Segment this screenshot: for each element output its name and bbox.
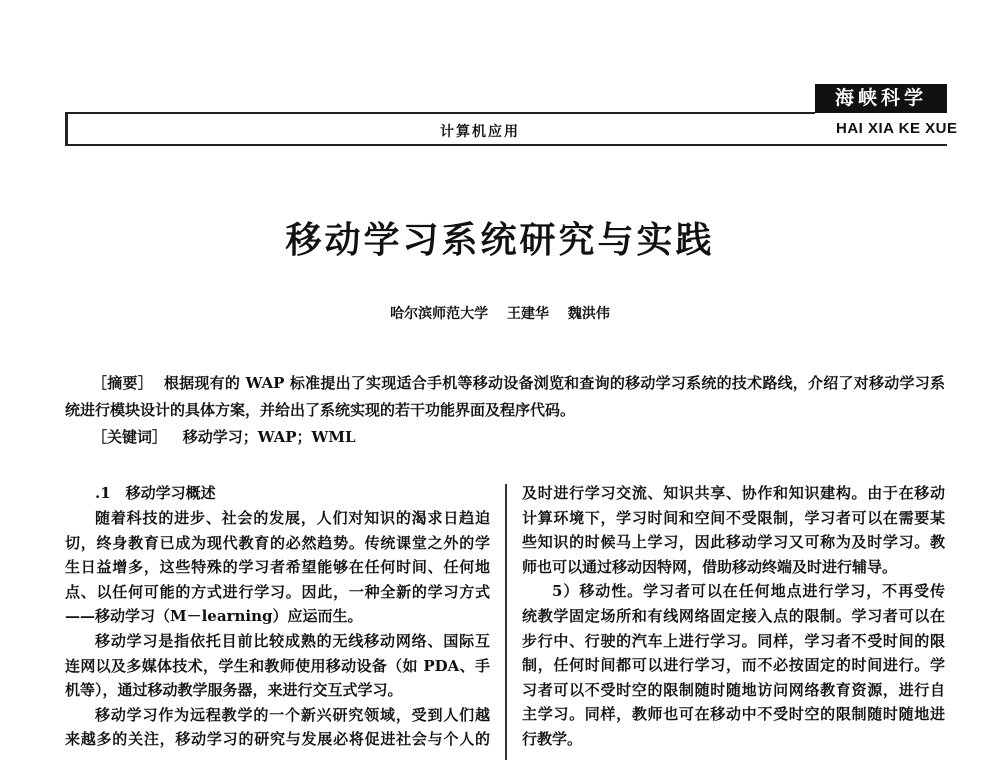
keywords-label: ［关键词］ [92,428,168,446]
text-line: 统教学固定场所和有线网络固定接入点的限制。学习者可以在 [522,607,945,625]
text-line: 5）移动性。学习者可以在任何地点进行学习，不再受传 [552,582,945,601]
author-line [0,303,1000,323]
article-title: 移动学习系统研究与实践 [285,219,715,261]
author: 魏洪伟 [567,306,610,322]
header-rule-bottom [65,144,947,146]
section-label: 计算机应用 [440,124,520,140]
journal-name-english: HAI XIA KE XUE [836,120,958,137]
text-line: 连网以及多媒体技术，学生和教师使用移动设备（如 PDA、手 [65,656,490,675]
affiliation: 哈尔滨师范大学 [390,306,489,322]
text-line: 机等），通过移动教学服务器，来进行交互式学习。 [65,681,403,700]
text-line: 些知识的时候马上学习，因此移动学习又可称为及时学习。教 [522,533,945,552]
text-line: 移动学习是指依托目前比较成熟的无线移动网络、国际互 [95,632,490,650]
abstract-line: 统进行模块设计的具体方案，并给出了系统实现的若干功能界面及程序代码。 [65,401,576,419]
header-rule-top [65,112,815,114]
abstract-line [92,373,945,393]
author: 王建华 [507,306,549,322]
text-line: 步行中、行驶的汽车上进行学习。同样，学习者不受时间的限 [522,631,945,650]
text-line: 来越多的关注，移动学习的研究与发展必将促进社会与个人的 [65,730,490,749]
text-line: 随着科技的进步、社会的发展，人们对知识的渴求日趋迫 [95,509,490,527]
abstract-label: ［摘要］ [92,374,153,392]
journal-name-tag: 海峡科学 [815,84,947,113]
text-line: 师也可以通过移动因特网，借助移动终端及时进行辅导。 [522,557,898,576]
text-line: 主学习。同样，教师也可在移动中不受时空的限制随时随地进 [522,705,945,724]
text-line: 制，任何时间都可以进行学习，而不必按固定的时间进行。学 [522,656,945,675]
text-line: 及时进行学习交流、知识共享、协作和知识建构。由于在移动 [522,484,945,502]
text-line: 切，终身教育已成为现代教育的必然趋势。传统课堂之外的学 [65,533,490,552]
text-line: ——移动学习（M－learning）应运而生。 [65,607,363,626]
text-line: 习者可以不受时空的限制随时随地访问网络教育资源，进行自 [522,680,945,699]
text-line: 点、以任何可能的方式进行学习。因此，一种全新的学习方式 [65,582,490,601]
text-line: 行教学。 [522,730,583,748]
text-line: 生日益增多，这些特殊的学习者希望能够在任何时间、任何地 [65,558,490,577]
keywords-line [92,427,492,447]
text-line: 计算环境下，学习时间和空间不受限制，学习者可以在需要某 [522,508,945,527]
keywords: 移动学习；WAP；WML [182,428,356,446]
text-line: 移动学习作为远程教学的一个新兴研究领域，受到人们越 [95,705,490,724]
header-rule-left [65,112,68,145]
column-divider [505,484,507,760]
abstract-text: 根据现有的 WAP 标准提出了实现适合手机等移动设备浏览和查询的移动学习系统的技术路线，介绍了对移动学习系 [163,374,945,392]
section-heading: .1 移动学习概述 [95,484,216,502]
